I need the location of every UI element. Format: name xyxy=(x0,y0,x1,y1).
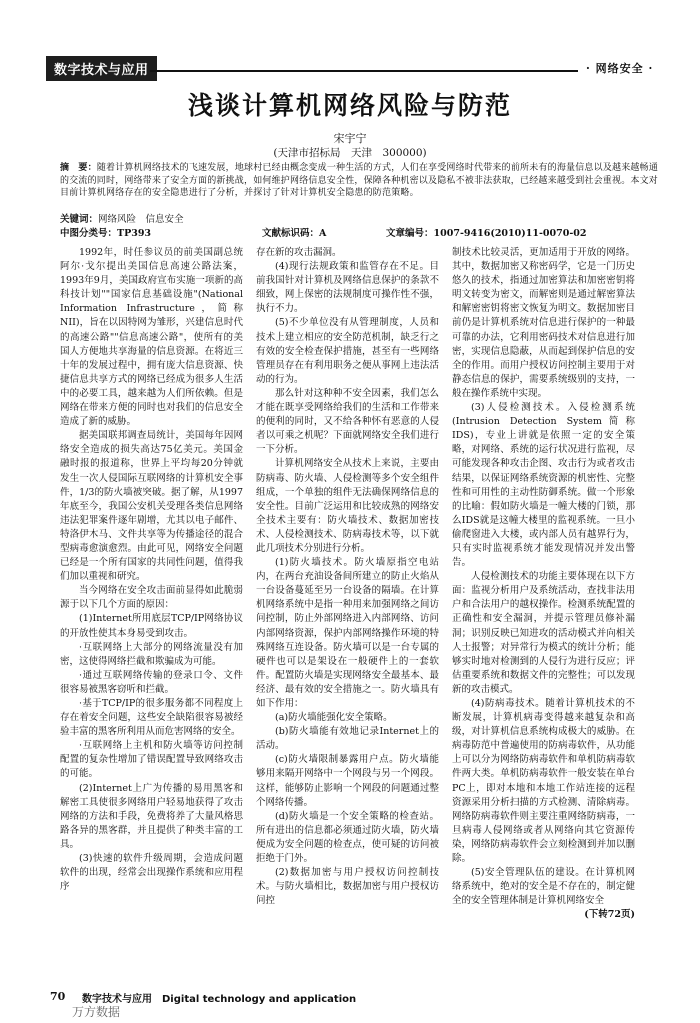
article-title: 浅谈计算机网络风险与防范 xyxy=(187,91,512,120)
column-3 xyxy=(452,246,635,990)
paragraph: ·互联网络上主机和防火墙等访问控制配置的复杂性增加了错误配置导致网络攻击的可能。 xyxy=(60,740,243,780)
document-code: 文献标识码：A xyxy=(262,228,327,239)
paragraph: (c)防火墙限制暴露用户点。防火墙能够用来隔开网络中一个网段与另一个网段。这样，能够防止影响一个网段的问题通过整个网络传播。 xyxy=(256,754,439,808)
paragraph: ·通过互联网络传输的登录口令、文件很容易被黑客窃听和拦截。 xyxy=(60,669,243,695)
paragraph: 那么针对这种种不安全因素，我们怎么才能在既享受网络给我们的生活和工作带来的便利的同时，又不给各种怀有恶意的人侵者以可乘之机呢？下面就网络安全我们进行一下分析。 xyxy=(256,387,439,456)
section-tag: 数字技术与应用 xyxy=(46,56,157,81)
abstract xyxy=(60,162,660,200)
page-number: 70 xyxy=(50,990,66,1003)
column-2 xyxy=(256,246,439,990)
paragraph: ·基于TCP/IP的很多服务都不同程度上存在着安全问题，这些安全缺陷很容易被经验丰富的黑客所利用从而危害网络的安全。 xyxy=(60,698,243,738)
journal-name: 数字技术与应用 Digital technology and application xyxy=(82,994,357,1005)
section-label: · 网络安全 · xyxy=(586,62,654,75)
article-author: 宋宇宁 xyxy=(333,132,367,145)
abstract-label: 摘 要： xyxy=(60,163,97,173)
header-rule xyxy=(150,70,578,72)
paragraph: (2)数据加密与用户授权访问控制技术。与防火墙相比，数据加密与用户授权访问控 xyxy=(256,867,439,907)
paragraph: 当今网络在安全攻击面前显得如此脆弱源于以下几个方面的原因： xyxy=(60,585,243,611)
paragraph: 计算机网络安全从技术上来说，主要由防病毒、防火墙、人侵检测等多个安全组件组成，一个单独的组件无法确保网络信息的安全性。目前广泛运用和比较成熟的网络安全技术主要有：防火墙技术、数据加密技术、人侵检测技术、防病毒技术等，以下就此几项技术分别进行分析。 xyxy=(256,458,439,554)
article-number: 文章编号：1007-9416(2010)11-0070-02 xyxy=(386,228,587,239)
paragraph: 存在新的攻击漏洞。 xyxy=(256,247,342,258)
paragraph: (3)快速的软件升级周期，会造成问题软件的出现，经常会出现操作系统和应用程序 xyxy=(60,853,243,893)
paragraph: 据美国联邦调查局统计，美国每年因网络安全造成的损失高达75亿美元。美国金融时报的报道称，世界上平均每20分钟就发生一次人侵国际互联网络的计算机安全事件，1/3的防火墙被突破。据了解，从1997年底至今，我国公安机关受理各类信息网络违法犯罪案件逐年剧增，尤其以电子邮件、特洛伊木马、文件共享等为传播途径的混合型病毒愈演愈烈。由此可见，网络安全问题已经是一个所有国家的共同性问题，值得我们加以重视和研究。 xyxy=(60,430,243,583)
paragraph: (a)防火墙能强化安全策略。 xyxy=(275,712,393,724)
keywords-text: 网络风险 信息安全 xyxy=(98,214,184,225)
paragraph: 人侵检测技术的功能主要体现在以下方面：监视分析用户及系统活动，查找非法用户和合法用户的越权操作。检测系统配置的正确性和安全漏洞，并提示管理员修补漏洞；识别反映已知进攻的活动模式并向相关人士报警；对异常行为模式的统计分析；能够实时地对检测到的人侵行为进行反应；评估重要系统和数据文件的完整性；可以发现新的攻击模式。 xyxy=(452,571,635,695)
paragraph: (4)防病毒技术。随着计算机技术的不断发展，计算机病毒变得越来越复杂和高级，对计算机信息系统构成极大的威胁。在病毒防范中普遍使用的防病毒软件，从功能上可以分为网络防病毒软件和单机防病毒软件两大类。单机防病毒软件一般安装在单台PC上，即对本地和本地工作站连接的远程资源采用分析扫描的方式检测、清除病毒。网络防病毒软件则主要注重网络防病毒，一旦病毒人侵网络或者从网络向其它资源传染，网络防病毒软件会立刻检测到并加以删除。 xyxy=(452,698,635,865)
paragraph: (1)防火墙技术。防火墙原指空电站内，在两台充油设备间所建立的防止火焰从一台设备蔓延至另一台设备的隔墙。在计算机网络系统中是指一种用来加强网络之间访问控制，防止外部网络进入内部网络、访问内部网络资源，保护内部网络操作环境的特殊网络互连设备。防火墙可以是一台专属的硬件也可以是架设在一般硬件上的一套软件。配置防火墙是实现网络安全最基本、最经济、最有效的安全措施之一。防火墙具有如下作用： xyxy=(256,557,439,709)
paragraph: 1992年，时任参议员的前美国副总统阿尔·戈尔提出美国信息高速公路法案，1993年9月，美国政府宣布实施一项新的高科技计划""国家信息基础设施"(National Information Infrastructure，简称NII)，旨在以因特网为雏形，兴建信息时代的高速公路""信息高速公路"，使所有的美国人方便地共享海量的信息资源。在将近三十年的发展过程中，拥有庞大信息资源、快捷信息共享方式的网络已经成为很多人生活中的必要工具，越来越为人们所依赖。但是网络在带来方便的同时也对我们的信息安全造成了新的威胁。 xyxy=(60,247,243,428)
continued-note: (下转72页) xyxy=(584,909,635,921)
paragraph: 制技术比较灵活，更加适用于开放的网络。其中，数据加密又称密码学，它是一门历史悠久的技术，指通过加密算法和加密密钥将明文转变为密文，而解密则是通过解密算法和解密密钥将密文恢复为明文。数据加密目前仍是计算机系统对信息进行保护的一种最可靠的办法，它利用密码技术对信息进行加密，实现信息隐蔽，从而起到保护信息的安全的作用。而用户授权访问控制主要用于对静态信息的保护，需要系统级别的支持，一般在操作系统中实现。 xyxy=(452,247,635,399)
paragraph: (4)现行法规政策和监管存在不足。目前我国针对计算机及网络信息保护的条款不细致，网上保密的法规制度可操作性不强，执行不力。 xyxy=(256,261,439,315)
watermark: 万方数据 xyxy=(72,1005,121,1019)
paragraph: (b)防火墙能有效地记录Internet上的活动。 xyxy=(256,726,439,752)
keywords-label: 关键词： xyxy=(60,214,99,225)
paragraph: (2)Internet上广为传播的易用黑客和解密工具使很多网络用户轻易地获得了攻击网络的方法和手段，免费将养了大量风格思路各异的黑客群，并且提供了种类丰富的工具。 xyxy=(60,782,243,850)
clc-number: 中图分类号：TP393 xyxy=(60,228,152,239)
abstract-text: 随着计算机网络技术的飞速发展，地球村已经由概念变成一种生活的方式，人们在享受网络时代带来的前所未有的海量信息以及越来越畅通的交流的同时，网络带来了安全方面的新挑战，如何维护网络信息安全性，保障各种机密以及隐私不被非法获取，已经越来越受到社会重视。本文对目前计算机网络存在的安全隐患进行了分析，并探讨了针对计算机安全隐患的防范策略。 xyxy=(60,163,659,198)
paragraph: (5)安全管理队伍的建设。在计算机网络系统中，绝对的安全是不存在的，制定健全的安全管理体制是计算机网络安全 xyxy=(452,867,635,907)
paragraph: (3)人侵检测技术。入侵检测系统(Intrusion Detection System简称IDS)，专业上讲就是依照一定的安全策略，对网络、系统的运行状况进行监视，尽可能发现各种攻击企图、攻击行为或者攻击结果，以保证网络系统资源的机密性、完整性和可用性的主动性防御系统。做一个形象的比喻：假如防火墙是一幢大楼的门锁，那么IDS就是这幢大楼里的监视系统。一旦小偷爬窗进入大楼，或内部人员有越界行为，只有实时监视系统才能发现情况并发出警告。 xyxy=(452,402,635,569)
paragraph: (1)Internet所用底层TCP/IP网络协议的开放性使其本身易受到攻击。 xyxy=(60,613,243,639)
paragraph: (5)不少单位没有从管理制度，人员和技术上建立相应的安全防范机制，缺乏行之有效的安全检查保护措施，甚至有一些网络管理员存在有利用职务之便从事网上违法活动的行为。 xyxy=(256,317,439,385)
keywords xyxy=(60,211,184,225)
paragraph: (d)防火墙是一个安全策略的检查站。所有进出的信息都必须通过防火墙，防火墙便成为安全问题的检查点，使可疑的访问被拒绝于门外。 xyxy=(256,810,439,865)
column-1 xyxy=(60,246,243,990)
paragraph: ·互联网络上大部分的网络流量没有加密，这使得网络拦截和欺骗成为可能。 xyxy=(60,641,243,667)
article-affiliation: (天津市招标局 天津 300000) xyxy=(273,147,427,159)
